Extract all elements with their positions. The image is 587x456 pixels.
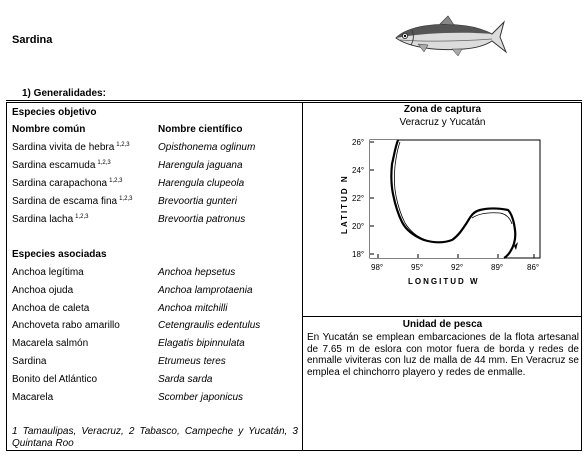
- asociada-comun: Anchoa de caleta: [12, 303, 90, 314]
- footnote: 1 Tamaulipas, Veracruz, 2 Tabasco, Campeche y Yucatán, 3 Quintana Roo: [12, 426, 298, 449]
- objetivo-comun: Sardina de escama fina $^{1,2,3}$: [12, 196, 133, 207]
- asociada-cientifico: Etrumeus teres: [158, 356, 226, 367]
- fish-illustration: [388, 10, 508, 62]
- lat-tick: 18°: [352, 250, 365, 259]
- lon-tick: 89°: [491, 263, 504, 272]
- objetivo-cientifico: Brevoortia patronus: [158, 214, 246, 225]
- map-xlabel: LONGITUD W: [408, 277, 480, 286]
- asociada-comun: Macarela: [12, 392, 54, 403]
- asociada-comun: Anchoa legítima: [12, 267, 84, 278]
- lat-tick: 20°: [352, 222, 365, 231]
- objetivo-cientifico: Opisthonema oglinum: [158, 142, 256, 153]
- column-divider: [302, 102, 303, 451]
- asociada-cientifico: Anchoa mitchilli: [158, 303, 228, 314]
- objetivo-comun: Sardina escamuda $^{1,2,3}$: [12, 160, 111, 171]
- asociada-comun: Anchoa ojuda: [12, 285, 74, 296]
- objetivo-cientifico: Brevoortia gunteri: [158, 196, 237, 207]
- lat-tick: 26°: [352, 138, 365, 147]
- asociada-comun: Bonito del Atlántico: [12, 374, 98, 385]
- asociada-cientifico: Scomber japonicus: [158, 392, 244, 403]
- page-title: Sardina: [12, 34, 53, 46]
- col-header-cientifico: Nombre científico: [158, 124, 243, 135]
- objetivo-title: Especies objetivo: [12, 107, 97, 118]
- row-divider: [302, 316, 582, 317]
- col-header-comun: Nombre común: [12, 124, 86, 135]
- lon-tick: 98°: [371, 263, 384, 272]
- objetivo-comun: Sardina vivita de hebra $^{1,2,3}$: [12, 142, 130, 153]
- asociada-comun: Sardina: [12, 356, 47, 367]
- objetivo-cientifico: Harengula clupeola: [158, 178, 245, 189]
- asociada-cientifico: Sarda sarda: [158, 374, 213, 385]
- objetivo-comun: Sardina lacha $^{1,2,3}$: [12, 214, 89, 225]
- lon-tick: 92°: [451, 263, 464, 272]
- zona-subtitle: Veracruz y Yucatán: [399, 117, 486, 128]
- top-rule: [6, 100, 582, 101]
- asociada-cientifico: Anchoa lamprotaenia: [158, 285, 253, 296]
- unidad-title: Unidad de pesca: [402, 319, 483, 330]
- lon-tick: 86°: [527, 263, 540, 272]
- objetivo-comun: Sardina carapachona $^{1,2,3}$: [12, 178, 123, 189]
- objetivo-cientifico: Harengula jaguana: [158, 160, 243, 171]
- map-ylabel: LATITUD N: [340, 174, 349, 234]
- asociada-cientifico: Cetengraulis edentulus: [158, 320, 261, 331]
- capture-zone-map: [338, 134, 558, 310]
- asociada-comun: Anchoveta rabo amarillo: [12, 320, 120, 331]
- unidad-text: En Yucatán se emplean embarcaciones de la flota artesanal de 7.65 m de eslora con motor fuera de borda y redes de enmalle viviteras con luz de malla de 44 mm. En Veracruz se emplea el chinchorro playero y redes de enmalle.: [307, 332, 579, 378]
- asociadas-title: Especies asociadas: [12, 249, 107, 260]
- lat-tick: 24°: [352, 166, 365, 175]
- lon-tick: 95°: [411, 263, 424, 272]
- lat-tick: 22°: [352, 194, 365, 203]
- section-title: 1) Generalidades:: [22, 88, 106, 99]
- asociada-cientifico: Anchoa hepsetus: [158, 267, 236, 278]
- zona-title: Zona de captura: [403, 104, 482, 115]
- asociada-cientifico: Elagatis bipinnulata: [158, 338, 245, 349]
- asociada-comun: Macarela salmón: [12, 338, 89, 349]
